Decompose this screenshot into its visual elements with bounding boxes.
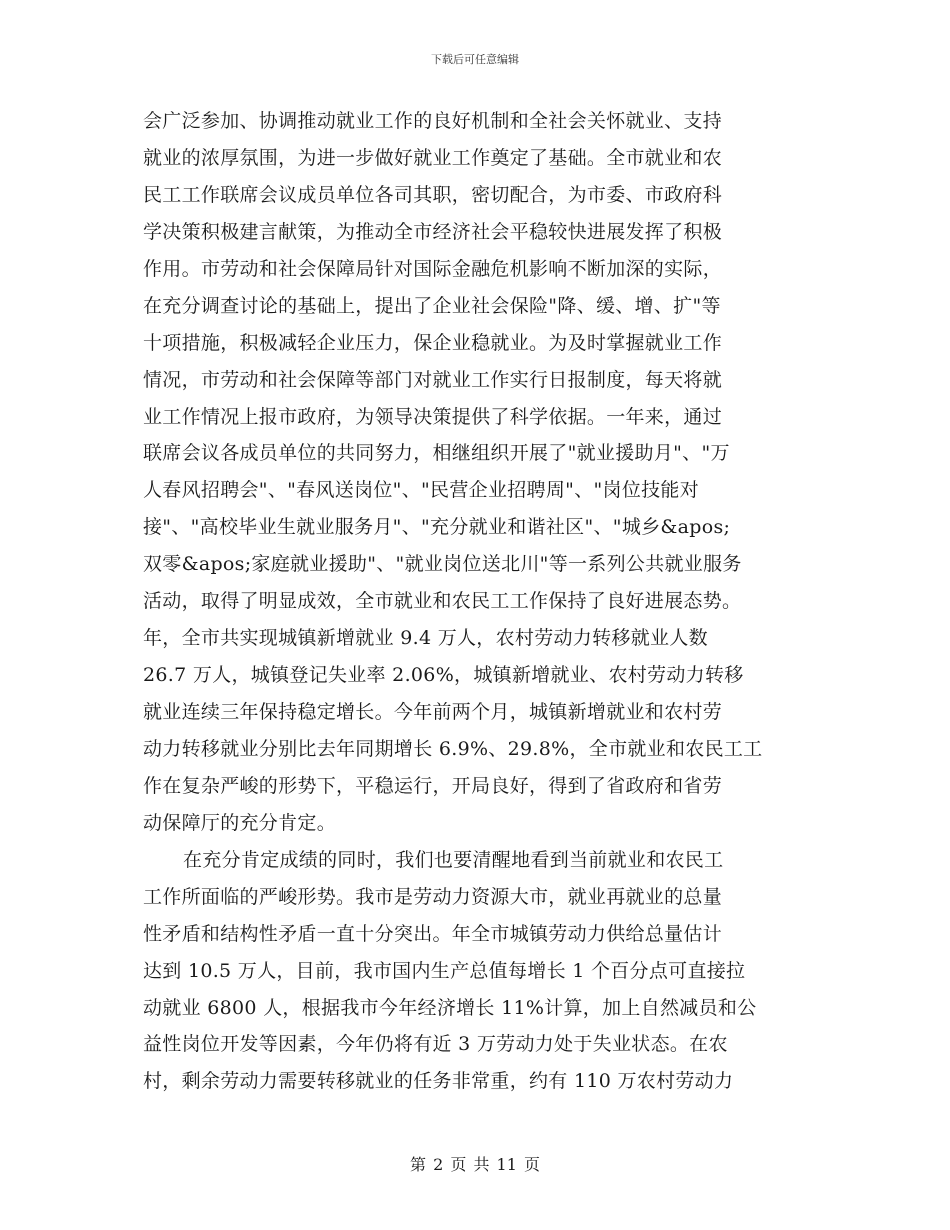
text-line: 动就业 6800 人，根据我市今年经济增长 11%计算，加上自然减员和公 — [143, 996, 757, 1019]
text-line: 益性岗位开发等因素，今年仍将有近 3 万劳动力处于失业状态。在农 — [143, 1033, 728, 1056]
text-line: 业工作情况上报市政府，为领导决策提供了科学依据。一年来，通过 — [143, 405, 723, 428]
text-line: 年，全市共实现城镇新增就业 9.4 万人，农村劳动力转移就业人数 — [143, 627, 708, 650]
text-line: 情况，市劳动和社会保障等部门对就业工作实行日报制度，每天将就 — [143, 368, 723, 391]
text-line: 工作所面临的严峻形势。我市是劳动力资源大市，就业再就业的总量 — [143, 885, 723, 908]
text-line: 在充分调查讨论的基础上，提出了企业社会保险"降、缓、增、扩"等 — [143, 294, 721, 317]
text-line: 26.7 万人，城镇登记失业率 2.06%，城镇新增就业、农村劳动力转移 — [143, 664, 744, 687]
text-line: 就业连续三年保持稳定增长。今年前两个月，城镇新增就业和农村劳 — [143, 701, 723, 723]
page-number-footer: 第 2 页 共 11 页 — [410, 1155, 540, 1174]
text-line: 达到 10.5 万人，目前，我市国内生产总值每增长 1 个百分点可直接拉 — [143, 959, 746, 982]
paragraph-first-line: 在充分肯定成绩的同时，我们也要清醒地看到当前就业和农民工 — [183, 848, 724, 871]
text-line: 作在复杂严峻的形势下，平稳运行，开局良好，得到了省政府和省劳 — [143, 774, 723, 797]
text-line: 动保障厅的充分肯定。 — [143, 811, 337, 834]
text-line: 就业的浓厚氛围，为进一步做好就业工作奠定了基础。全市就业和农 — [143, 146, 723, 169]
text-line: 性矛盾和结构性矛盾一直十分突出。年全市城镇劳动力供给总量估计 — [143, 922, 723, 945]
text-line: 活动，取得了明显成效，全市就业和农民工工作保持了良好进展态势。 — [143, 590, 742, 613]
text-line: 双零&apos;家庭就业援助"、"就业岗位送北川"等一系列公共就业服务 — [143, 553, 742, 576]
text-line: 作用。市劳动和社会保障局针对国际金融危机影响不断加深的实际， — [143, 257, 723, 280]
text-line: 十项措施，积极减轻企业压力，保企业稳就业。为及时掌握就业工作 — [143, 331, 723, 354]
page-header: 下载后可任意编辑 — [431, 53, 519, 66]
document-body — [143, 103, 808, 1100]
text-line: 村，剩余劳动力需要转移就业的任务非常重，约有 110 万农村劳动力 — [143, 1070, 734, 1093]
text-line: 联席会议各成员单位的共同努力，相继组织开展了"就业援助月"、"万 — [143, 442, 730, 465]
text-line: 民工工作联席会议成员单位各司其职，密切配合，为市委、市政府科 — [143, 183, 723, 206]
text-line: 学决策积极建言献策，为推动全市经济社会平稳较快进展发挥了积极 — [143, 220, 723, 243]
text-line: 接"、"高校毕业生就业服务月"、"充分就业和谐社区"、"城乡&apos; — [143, 516, 731, 539]
text-line: 会广泛参加、协调推动就业工作的良好机制和全社会关怀就业、支持 — [143, 110, 723, 132]
text-line: 人春风招聘会"、"春风送岗位"、"民营企业招聘周"、"岗位技能对 — [143, 479, 700, 502]
text-line: 动力转移就业分别比去年同期增长 6.9%、29.8%，全市就业和农民工工 — [143, 737, 763, 760]
